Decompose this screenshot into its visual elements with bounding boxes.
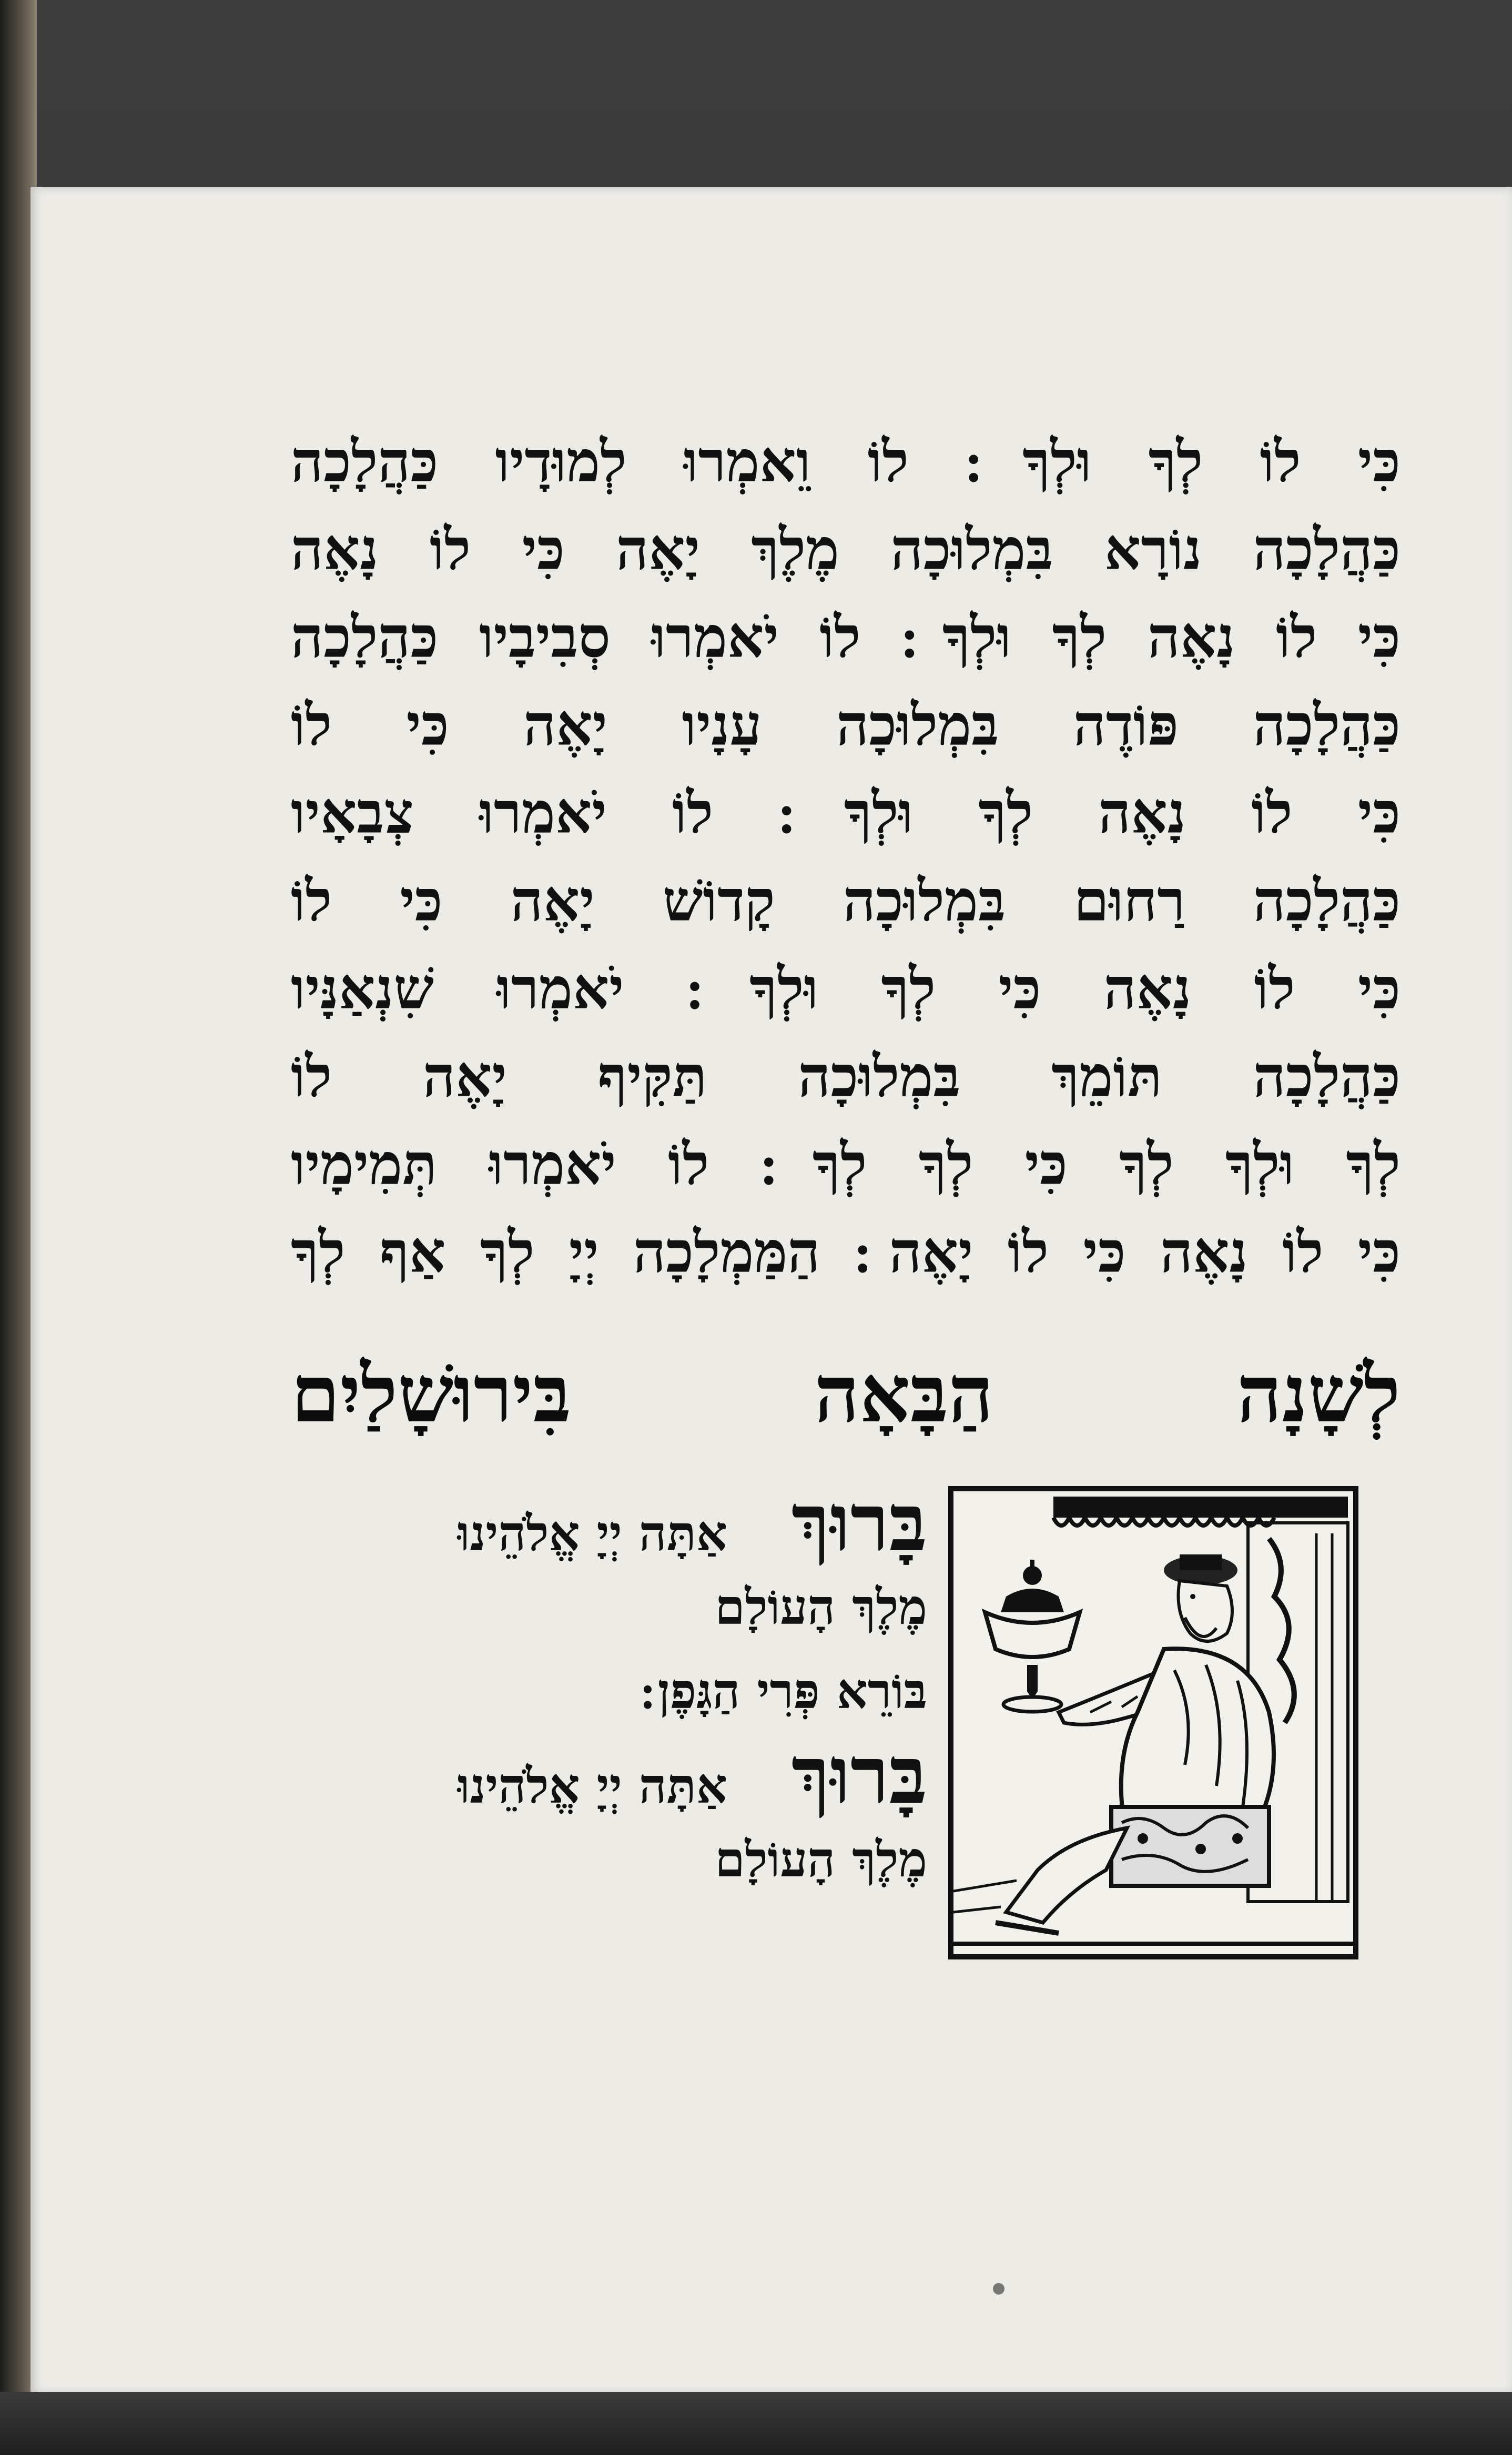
blessing-lead-word: בָּרוּךְ [791, 1477, 927, 1569]
blessing-line-3: בּוֹרֵא פְּרִי הַגָּפֶן ׃ [641, 1663, 927, 1720]
verse-line: כִּי לוֹ נָאֶה לְךָ וּלְךָ ׃ לוֹ יֹאמְרוּ סְבִיבָיו כַּהֲלָכָה [291, 604, 1401, 671]
blessing-text: אַתָּה יְיָ אֱלֹהֵינוּ [457, 1757, 727, 1814]
verse-line: כַּהֲלָכָה תּוֹמֵךְ בִּמְלוּכָה תַּקִּיף יָאֶה לוֹ [291, 1044, 1401, 1110]
verse-line: כַּהֲלָכָה נוֹרָא בִּמְלוּכָה מֶלֶךְ יָאֶה כִּי לוֹ נָאֶה [291, 517, 1401, 583]
next-year-in-jerusalem-heading: לְשָׁנָה הַבָּאָה בִּירוּשָׁלַיִם [291, 1348, 1401, 1440]
verse-line: כַּהֲלָכָה פּוֹדֶה בִּמְלוּכָה עָנָיו יָאֶה כִּי לוֹ [291, 692, 1401, 759]
verse-line: כִּי לוֹ נָאֶה כִּי לוֹ יָאֶה ׃ הַמַּמְלָכָה יְיָ לְךָ אַף לְךָ [291, 1219, 1401, 1286]
blessing-lead-word: בָּרוּךְ [791, 1729, 927, 1822]
haggadah-page [31, 187, 1512, 2393]
verse-line: כִּי לוֹ נָאֶה כִּי לְךָ וּלְךָ ׃ יֹאמְרוּ שִׁנְאַנָּיו [291, 956, 1401, 1022]
verse-line: כַּהֲלָכָה רַחוּם בִּמְלוּכָה קָדוֹשׁ יָאֶה כִּי לוֹ [291, 868, 1401, 934]
verse-line: לְךָ וּלְךָ לְךָ כִּי לְךָ לְךָ ׃ לוֹ יֹאמְרוּ תְּמִימָיו [291, 1131, 1401, 1198]
blessing-text: אַתָּה יְיָ אֱלֹהֵינוּ [457, 1505, 727, 1562]
blessing-line-5: מֶלֶךְ הָעוֹלָם [715, 1831, 927, 1888]
blessing-line-4 [296, 1729, 927, 1822]
wine-blessing [296, 1477, 927, 1902]
seated-man-with-goblet-woodcut [953, 1491, 1353, 1954]
blessing-line-1 [296, 1477, 927, 1569]
verse-line: כִּי לוֹ נָאֶה לְךָ וּלְךָ ׃ לוֹ יֹאמְרוּ צְבָאָיו [291, 780, 1401, 846]
ink-speck [993, 2283, 1004, 2295]
woodcut-illustration [948, 1486, 1358, 1959]
hymn-text-block [291, 418, 1401, 1297]
verse-line: כִּי לוֹ לְךָ וּלְךָ ׃ לוֹ וֵאמְרוּ לְמוּדָיו כַּהֲלָכָה [291, 429, 1401, 495]
blessing-line-2: מֶלֶךְ הָעוֹלָם [715, 1579, 927, 1635]
scan-bottom-edge [0, 2392, 1512, 2455]
